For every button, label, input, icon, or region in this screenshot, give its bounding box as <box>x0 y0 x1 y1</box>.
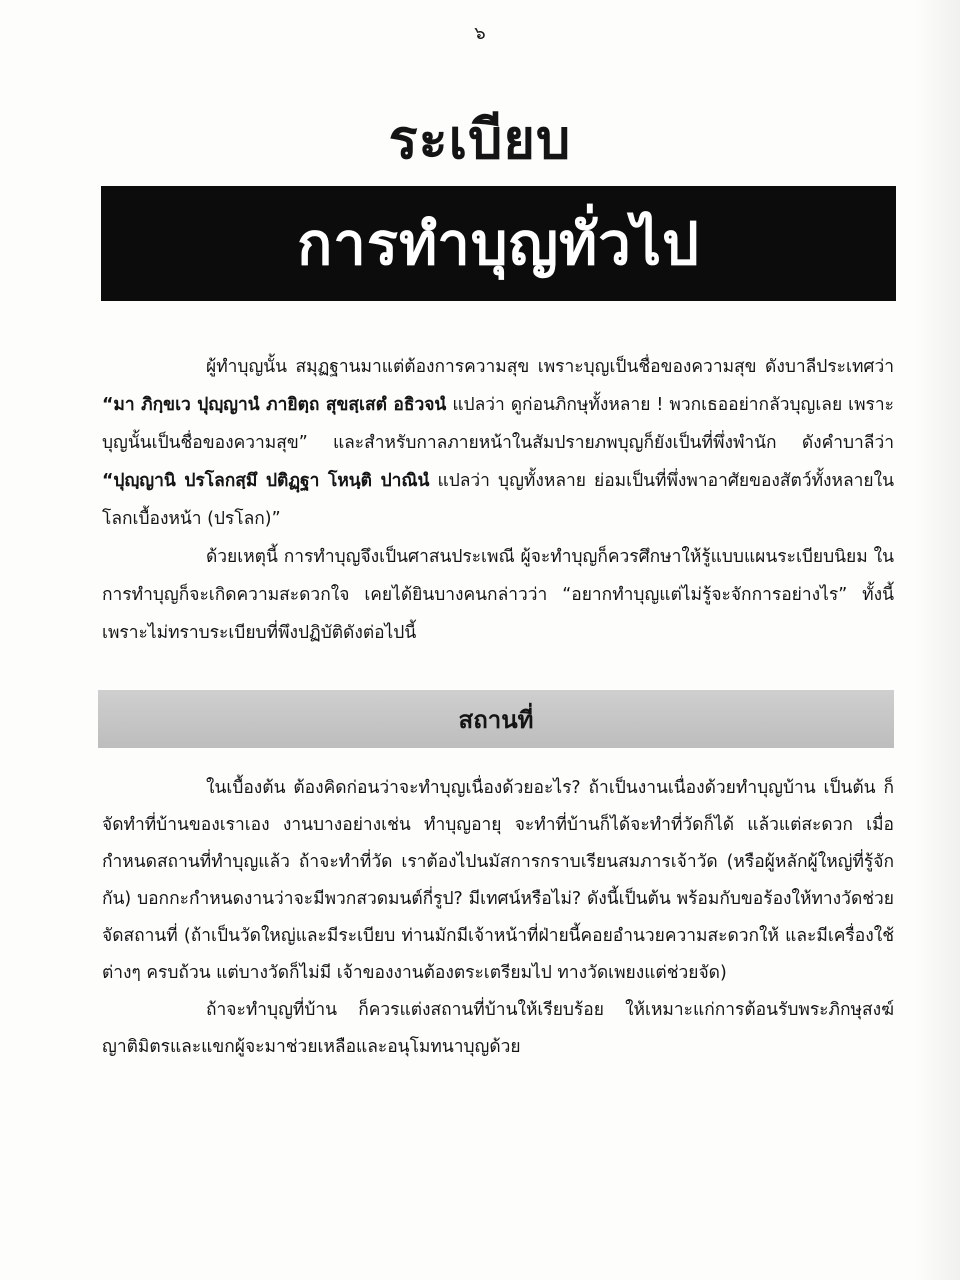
intro-section <box>102 348 894 652</box>
intro-paragraph-2: ด้วยเหตุนี้ การทำบุญจึงเป็นศาสนประเพณี ผู้จะทำบุญก็ควรศึกษาให้รู้แบบแผนระเบียบนิยม ในการทำบุญก็จะเกิดความสะดวกใจ เคยได้ยินบางคนกล่าวว่า “อยากทำบุญแต่ไม่รู้จะจักการอย่างไร” ทั้งนี้เพราะไม่ทราบระเบียบที่พึงปฏิบัติดังต่อไปนี้ <box>102 547 894 643</box>
section-heading: สถานที่ <box>458 705 534 734</box>
pali-quote-2: “ปุญฺญานิ ปรโลกสฺมึ ปติฏฺฐา โหนฺติ ปาณินํ <box>102 471 430 491</box>
page-title: ระเบียบ <box>388 108 572 171</box>
page-edge-shadow <box>914 0 960 1280</box>
intro-text-a: ผู้ทำบุญนั้น สมุฏฐานมาแต่ต้องการความสุข เพราะบุญเป็นชื่อของความสุข ดังบาลีประเทศว่า <box>206 357 894 377</box>
intro-text-b: แปลว่า ดูก่อนภิกษุทั้งหลาย ! พวกเธออย่ากลัวบุญเลย เพราะบุญนั้นเป็นชื่อของความสุข” และสำหรับกาลภายหน้าในสัมปรายภพบุญก็ยังเป็นที่พึ่งพำนัก ดังคำบาลีว่า <box>102 395 894 453</box>
section-heading-band <box>98 690 894 748</box>
section-body <box>102 770 894 1066</box>
title-banner <box>101 186 896 301</box>
section-paragraph-1: ในเบื้องต้น ต้องคิดก่อนว่าจะทำบุญเนื่องด้วยอะไร? ถ้าเป็นงานเนื่องด้วยทำบุญบ้าน เป็นต้น ก็จัดทำที่บ้านของเราเอง งานบางอย่างเช่น ทำบุญอายุ จะทำที่บ้านก็ได้จะทำที่วัดก็ได้ แล้วแต่สะดวก เมื่อกำหนดสถานที่ทำบุญแล้ว ถ้าจะทำที่วัด เราต้องไปนมัสการกราบเรียนสมภารเจ้าวัด (หรือผู้หลักผู้ใหญ่ที่รู้จักกัน) บอกกะกำหนดงานว่าจะมีพวกสวดมนต์กี่รูป? มีเทศน์หรือไม่? ดังนี้เป็นต้น พร้อมกับขอร้องให้ทางวัดช่วยจัดสถานที่ (ถ้าเป็นวัดใหญ่และมีระเบียบ ท่านมักมีเจ้าหน้าที่ฝ่ายนี้คอยอำนวยความสะดวกให้ และมีเครื่องใช้ต่างๆ ครบถ้วน แต่บางวัดก็ไม่มี เจ้าของงานต้องตระเตรียมไป ทางวัดเพยงแต่ช่วยจัด) <box>102 778 894 983</box>
section-paragraph-2: ถ้าจะทำบุญที่บ้าน ก็ควรแต่งสถานที่บ้านให้เรียบร้อย ให้เหมาะแก่การต้อนรับพระภิกษุสงฆ์ ญาติมิตรและแขกผู้จะมาช่วยเหลือและอนุโมทนาบุญด้วย <box>102 1000 894 1057</box>
page-number: ๖ <box>474 23 486 44</box>
pali-quote-1: “มา ภิกฺขเว ปุญฺญานํ ภายิตฺถ สุขสฺเสตํ อธิวจนํ <box>102 395 447 415</box>
intro-paragraph-1 <box>102 348 894 538</box>
intro-text-c: แปลว่า บุญทั้งหลาย ย่อมเป็นที่พึ่งพาอาศัยของสัตว์ทั้งหลายในโลกเบื้องหน้า (ปรโลก)” <box>102 471 894 529</box>
title-banner-text: การทำบุญทั่วไป <box>297 210 700 278</box>
